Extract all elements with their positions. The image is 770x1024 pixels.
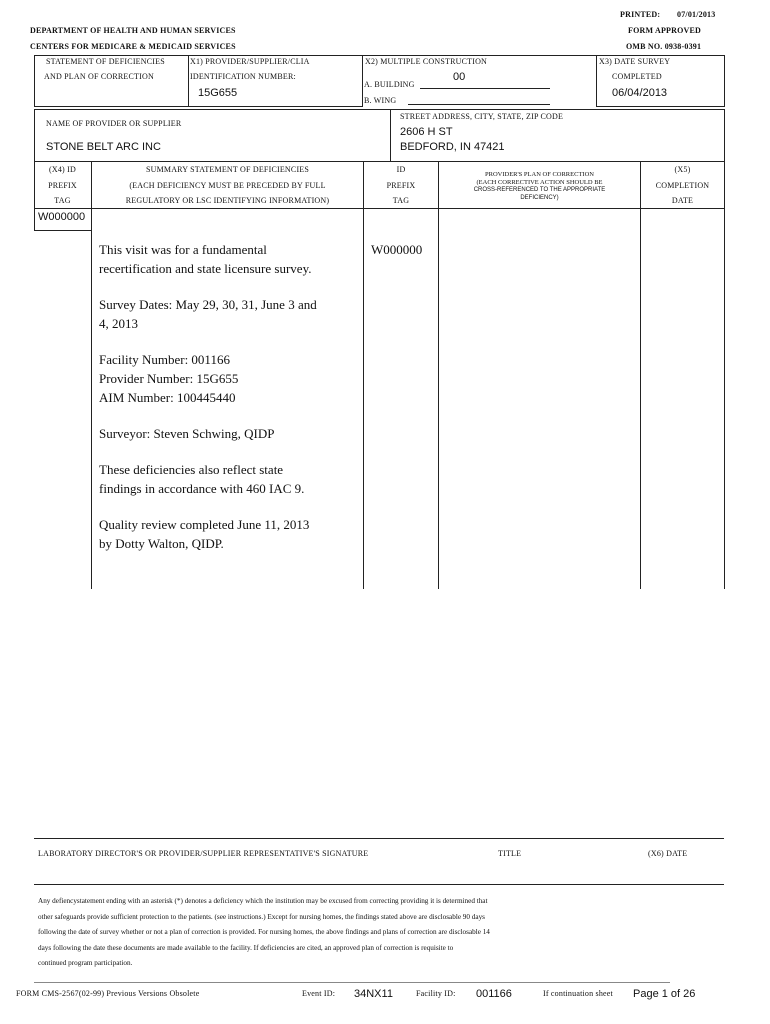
x5-3: DATE bbox=[671, 196, 694, 205]
disclaimer bbox=[38, 894, 490, 972]
x4-1: (X4) ID bbox=[49, 165, 76, 174]
statement-line1: STATEMENT OF DEFICIENCIES bbox=[46, 57, 165, 66]
provider-name-label: NAME OF PROVIDER OR SUPPLIER bbox=[46, 119, 182, 128]
address-line1: 2606 H ST bbox=[400, 126, 453, 138]
x1-line2: IDENTIFICATION NUMBER: bbox=[190, 72, 296, 81]
form-approved: FORM APPROVED bbox=[628, 26, 702, 35]
box1-div2 bbox=[362, 55, 363, 107]
text-line: recertification and state licensure survey. bbox=[99, 261, 312, 276]
printed-label: PRINTED: bbox=[620, 10, 661, 19]
disclaimer-line: continued program participation. bbox=[38, 959, 133, 967]
x3-line1: X3) DATE SURVEY bbox=[599, 57, 671, 66]
box1-div1 bbox=[188, 55, 189, 107]
paragraph bbox=[99, 350, 361, 407]
signature-label: LABORATORY DIRECTOR'S OR PROVIDER/SUPPLIER REPRESENTATIVE'S SIGNATURE bbox=[38, 849, 369, 858]
footer-event-value: 34NX11 bbox=[354, 988, 393, 1000]
box1-right bbox=[724, 55, 725, 107]
disclaimer-line: other safeguards provide sufficient protection to the patients. (see instructions.) Except for nursing homes, the findings stated above are disclosable 90 days bbox=[38, 912, 485, 921]
footer-facility-label: Facility ID: bbox=[416, 989, 456, 998]
x4-3: TAG bbox=[54, 196, 71, 205]
address-label: STREET ADDRESS, CITY, STATE, ZIP CODE bbox=[400, 112, 564, 121]
disclaimer-line: following the date of survey whether or not a plan of correction is provided. For nursing homes, the above findings and plans of correction are disclosable 14 bbox=[38, 928, 490, 936]
footer-page: Page 1 of 26 bbox=[633, 988, 696, 1000]
x3-value: 06/04/2013 bbox=[612, 87, 668, 99]
text-line: findings in accordance with 460 IAC 9. bbox=[99, 481, 305, 496]
footer-form: FORM CMS-2567(02-99) Previous Versions Obsolete bbox=[16, 989, 200, 998]
col-div4 bbox=[640, 161, 641, 589]
box1-top bbox=[34, 55, 724, 56]
col-div2 bbox=[363, 161, 364, 589]
summary-1: SUMMARY STATEMENT OF DEFICIENCIES bbox=[145, 165, 310, 174]
text-line: These deficiencies also reflect state bbox=[99, 462, 284, 477]
x4-2: PREFIX bbox=[48, 181, 77, 190]
text-line: Survey Dates: May 29, 30, 31, June 3 and bbox=[99, 297, 317, 312]
summary-body bbox=[99, 240, 361, 553]
paragraph bbox=[99, 295, 361, 333]
signature-date: (X6) DATE bbox=[648, 849, 688, 858]
provider-right bbox=[724, 109, 725, 161]
footer-facility-value: 001166 bbox=[476, 988, 512, 1000]
col-right-edge bbox=[724, 161, 725, 589]
text-line: Quality review completed June 11, 2013 bbox=[99, 517, 310, 532]
omb-number: OMB NO. 0938-0391 bbox=[626, 42, 702, 51]
disclaimer-line: days following the date these documents are made available to the facility. If deficiencies are cited, an approved plan of correction is requisite to bbox=[38, 943, 454, 952]
signature-title: TITLE bbox=[498, 849, 522, 858]
right-tag: W000000 bbox=[371, 242, 423, 257]
table-top bbox=[34, 161, 724, 162]
plan-3: CROSS-REFERENCED TO THE APPROPRIATE bbox=[473, 187, 606, 193]
dept-title: DEPARTMENT OF HEALTH AND HUMAN SERVICES bbox=[30, 26, 236, 35]
text-line: Facility Number: 001166 bbox=[99, 352, 230, 367]
x2-label: X2) MULTIPLE CONSTRUCTION bbox=[365, 57, 488, 66]
x3-line2: COMPLETED bbox=[612, 72, 662, 81]
x1-line1: X1) PROVIDER/SUPPLIER/CLIA bbox=[190, 57, 310, 66]
disclaimer-rule bbox=[34, 982, 670, 983]
x5-2: COMPLETION bbox=[655, 181, 710, 190]
statement-line2: AND PLAN OF CORRECTION bbox=[44, 72, 154, 81]
provider-top bbox=[34, 109, 724, 110]
building-value: 00 bbox=[453, 71, 466, 83]
provider-name-value: STONE BELT ARC INC bbox=[46, 141, 161, 153]
text-line: AIM Number: 100445440 bbox=[99, 390, 236, 405]
text-line: Surveyor: Steven Schwing, QIDP bbox=[99, 426, 275, 441]
building-label: A. BUILDING bbox=[364, 80, 415, 89]
plan-2: (EACH CORRECTIVE ACTION SHOULD BE bbox=[476, 179, 603, 186]
provider-left bbox=[34, 109, 35, 161]
paragraph bbox=[99, 515, 361, 553]
x1-value: 15G655 bbox=[198, 87, 238, 99]
table-header-bottom bbox=[34, 208, 724, 209]
text-line: 4, 2013 bbox=[99, 316, 138, 331]
building-underline bbox=[420, 88, 550, 89]
text-line: Provider Number: 15G655 bbox=[99, 371, 239, 386]
id-3: TAG bbox=[392, 196, 410, 205]
plan-4: DEFICIENCY) bbox=[520, 195, 559, 201]
box1-div3 bbox=[596, 55, 597, 107]
signature-top bbox=[34, 838, 724, 839]
address-line2: BEDFORD, IN 47421 bbox=[400, 141, 505, 153]
box1-bottom-left bbox=[34, 106, 362, 107]
id-2: PREFIX bbox=[386, 181, 416, 190]
provider-div bbox=[390, 109, 391, 161]
wing-label: B. WING bbox=[364, 96, 397, 105]
box1-bottom-right bbox=[596, 106, 724, 107]
box1-left bbox=[34, 55, 35, 107]
text-line: by Dotty Walton, QIDP. bbox=[99, 536, 224, 551]
col-div3 bbox=[438, 161, 439, 589]
wing-underline bbox=[408, 104, 550, 105]
summary-2: (EACH DEFICIENCY MUST BE PRECEDED BY FULL bbox=[129, 181, 326, 190]
footer-continuation: If continuation sheet bbox=[543, 989, 613, 998]
footer-event-label: Event ID: bbox=[302, 989, 336, 998]
left-tag: W000000 bbox=[38, 211, 86, 223]
col-div1 bbox=[91, 161, 92, 589]
plan-1: PROVIDER'S PLAN OF CORRECTION bbox=[485, 171, 594, 178]
summary-3: REGULATORY OR LSC IDENTIFYING INFORMATION) bbox=[125, 196, 330, 205]
left-tag-bottom bbox=[34, 230, 91, 231]
id-1: ID bbox=[396, 165, 406, 174]
printed-date: 07/01/2013 bbox=[677, 10, 716, 19]
text-line: This visit was for a fundamental bbox=[99, 242, 267, 257]
signature-bottom bbox=[34, 884, 724, 885]
x5-1: (X5) bbox=[674, 165, 691, 174]
centers-title: CENTERS FOR MEDICARE & MEDICAID SERVICES bbox=[30, 42, 236, 51]
paragraph bbox=[99, 240, 361, 278]
disclaimer-line: Any defiencystatement ending with an asterisk (*) denotes a deficiency which the institution may be excused from correcting providing it is determined that bbox=[38, 897, 488, 905]
paragraph bbox=[99, 460, 361, 498]
paragraph bbox=[99, 424, 361, 443]
